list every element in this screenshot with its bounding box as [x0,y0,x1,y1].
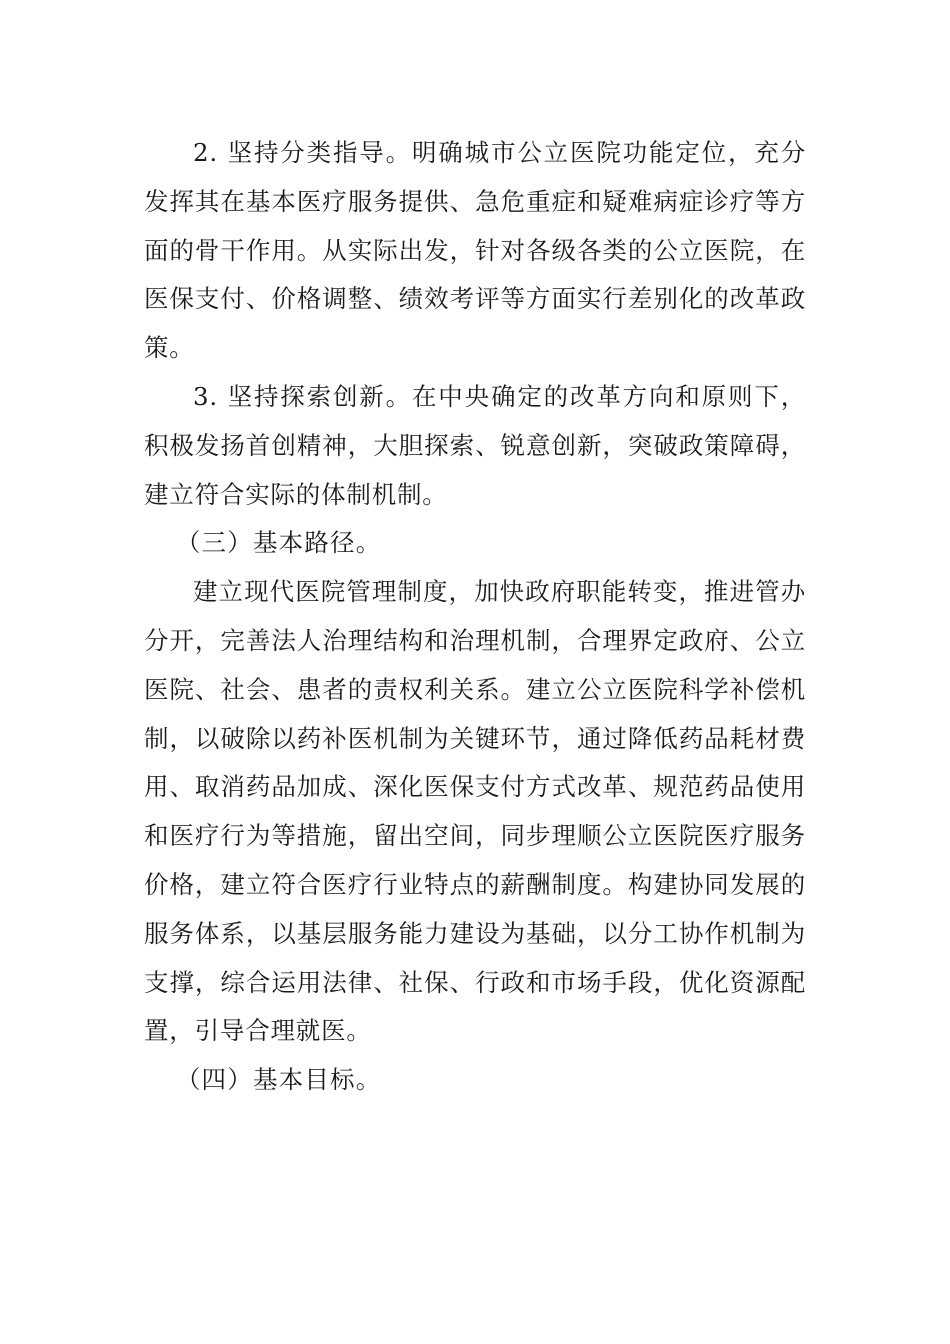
section-heading-basic-goals: （四）基本目标。 [175,1065,382,1095]
paragraph-classified-guidance: 2. 坚持分类指导。明确城市公立医院功能定位，充分发挥其在基本医疗服务提供、急危重症和疑难病症诊疗等方面的骨干作用。从实际出发，针对各级各类的公立医院，在医保支付、价格调整、绩效考评等方面实行差别化的改革政策。 [144,138,806,363]
section-heading-basic-path: （三）基本路径。 [175,528,382,558]
paragraph-exploration-innovation: 3. 坚持探索创新。在中央确定的改革方向和原则下，积极发扬首创精神，大胆探索、锐意创新，突破政策障碍，建立符合实际的体制机制。 [144,381,806,509]
paragraph-basic-path: 建立现代医院管理制度，加快政府职能转变，推进管办分开，完善法人治理结构和治理机制，合理界定政府、公立医院、社会、患者的责权利关系。建立公立医院科学补偿机制，以破除以药补医机制为关键环节，通过降低药品耗材费用、取消药品加成、深化医保支付方式改革、规范药品使用和医疗行为等措施，留出空间，同步理顺公立医院医疗服务价格，建立符合医疗行业特点的薪酬制度。构建协同发展的服务体系，以基层服务能力建设为基础，以分工协作机制为支撑，综合运用法律、社保、行政和市场手段，优化资源配置，引导合理就医。 [144,577,806,1046]
document-body [144,129,806,1105]
